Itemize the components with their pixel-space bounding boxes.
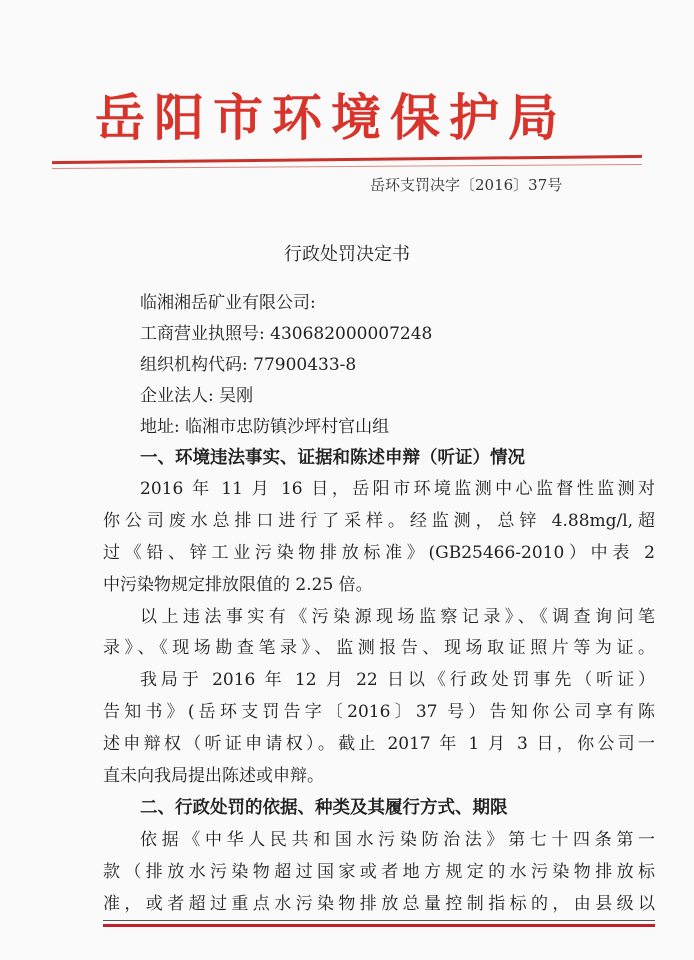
- section1-heading: 一、环境违法事实、证据和陈述申辩（听证）情况: [140, 448, 525, 468]
- document-number: 岳环支罚决字〔2016〕37号: [370, 176, 563, 194]
- party-license: 工商营业执照号: 430682000007248: [140, 324, 433, 344]
- body-line: 录》、《现场勘查笔录》、监测报告、现场取证照片等为证。: [103, 638, 655, 658]
- document-title: 行政处罚决定书: [284, 244, 410, 265]
- letterhead-rule-thin: [52, 164, 642, 169]
- body-line: 告知书》(岳环支罚告字〔2016〕37 号）告知你公司享有陈: [103, 702, 655, 722]
- party-org-code: 组织机构代码: 77900433-8: [140, 355, 357, 375]
- body-line: 准，或者超过重点水污染物排放总量控制指标的，由县级以: [103, 894, 655, 914]
- body-line: 述申辩权（听证申请权）。截止 2017 年 1 月 3 日，你公司一: [103, 734, 655, 754]
- party-legal-person: 企业法人: 吴刚: [140, 386, 254, 406]
- party-company: 临湘湘岳矿业有限公司:: [140, 293, 316, 313]
- body-line: 你公司废水总排口进行了采样。经监测，总锌 4.88mg/l,超: [103, 511, 655, 531]
- letterhead-rule: [52, 155, 642, 164]
- body-line: 以上违法事实有《污染源现场监察记录》、《调查询问笔: [140, 607, 655, 627]
- body-line: 2016 年 11 月 16 日，岳阳市环境监测中心监督性监测对: [140, 479, 655, 499]
- body-line: 款（排放水污染物超过国家或者地方规定的水污染物排放标: [103, 862, 655, 882]
- agency-letterhead: 岳阳市环境保护局: [95, 88, 567, 147]
- body-line: 中污染物规定排放限值的 2.25 倍。: [103, 575, 373, 595]
- body-line: 直未向我局提出陈述或申辩。: [103, 766, 324, 786]
- body-line: 我局于 2016 年 12 月 22 日以《行政处罚事先（听证）: [140, 670, 655, 690]
- footer-rule: [103, 924, 655, 927]
- section2-heading: 二、行政处罚的依据、种类及其履行方式、期限: [140, 798, 508, 818]
- body-line: 依据《中华人民共和国水污染防治法》第七十四条第一: [140, 830, 655, 850]
- party-address: 地址: 临湘市忠防镇沙坪村官山组: [140, 417, 390, 437]
- footer-rule-thin: [103, 920, 655, 921]
- body-line: 过《铅、锌工业污染物排放标准》(GB25466-2010）中表 2: [103, 543, 655, 563]
